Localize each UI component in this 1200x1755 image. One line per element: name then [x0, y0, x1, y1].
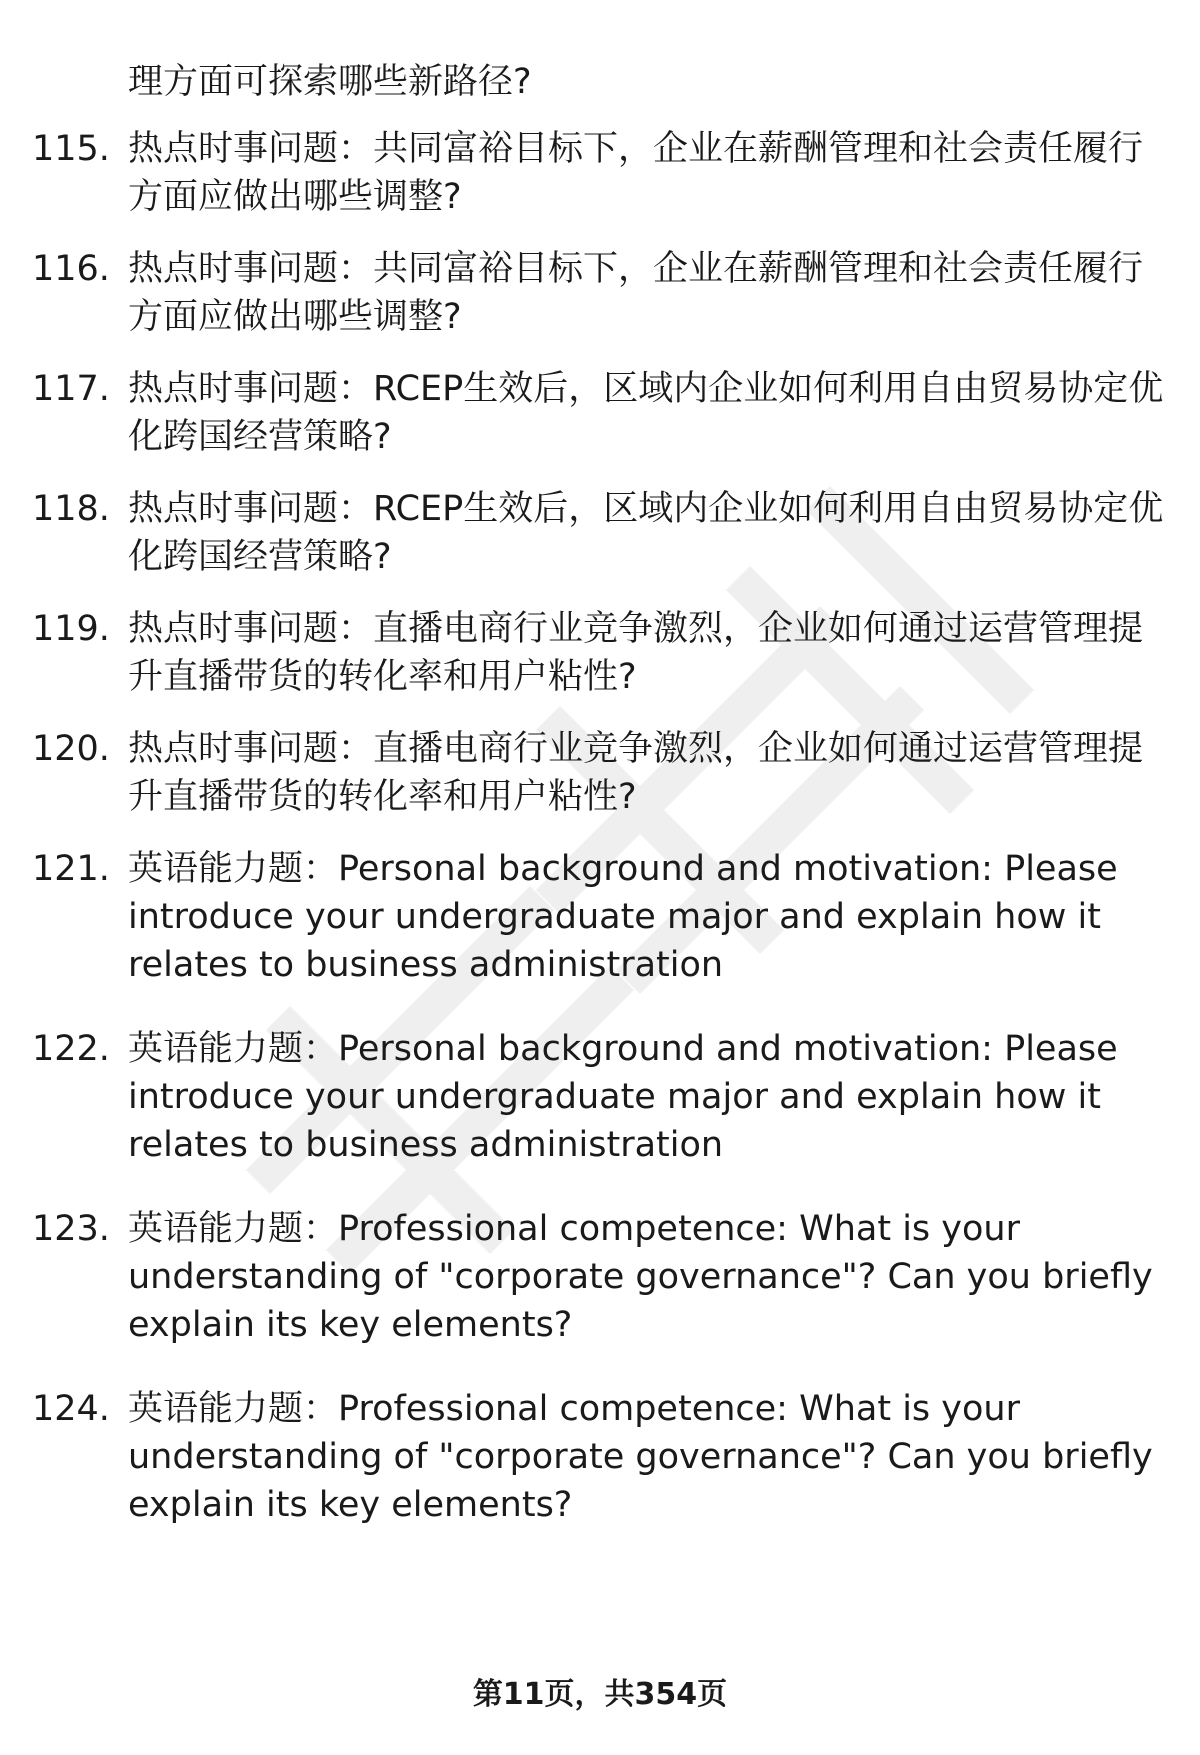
continued-question-text: 理方面可探索哪些新路径? [128, 62, 532, 102]
question-number: 116. [32, 249, 110, 289]
question-number: 121. [32, 849, 110, 889]
question-number: 123. [32, 1209, 110, 1249]
question-text: 英语能力题：Professional competence: What is your understanding of "corporate governance"? Can you briefly explain its key elements? [128, 1389, 1153, 1525]
question-number: 124. [32, 1389, 110, 1429]
question-text: 热点时事问题：共同富裕目标下，企业在薪酬管理和社会责任履行方面应做出哪些调整? [128, 129, 1144, 217]
question-number: 118. [32, 489, 110, 529]
question-number: 119. [32, 609, 110, 649]
question-text: 英语能力题：Professional competence: What is your understanding of "corporate governance"? Can you briefly explain its key elements? [128, 1209, 1153, 1345]
question-text: 热点时事问题：直播电商行业竞争激烈，企业如何通过运营管理提升直播带货的转化率和用户粘性? [128, 729, 1144, 817]
question-text: 热点时事问题：RCEP生效后，区域内企业如何利用自由贸易协定优化跨国经营策略? [128, 489, 1164, 577]
question-number: 115. [32, 129, 110, 169]
page-footer: 第11页，共354页 [472, 1677, 728, 1712]
question-text: 热点时事问题：RCEP生效后，区域内企业如何利用自由贸易协定优化跨国经营策略? [128, 369, 1164, 457]
question-number: 122. [32, 1029, 110, 1069]
question-number: 117. [32, 369, 110, 409]
question-text: 英语能力题：Personal background and motivation: Please introduce your undergraduate major and explain how it relates to business administration [128, 849, 1118, 985]
question-text: 热点时事问题：直播电商行业竞争激烈，企业如何通过运营管理提升直播带货的转化率和用户粘性? [128, 609, 1144, 697]
question-number: 120. [32, 729, 110, 769]
question-text: 英语能力题：Personal background and motivation: Please introduce your undergraduate major and explain how it relates to business administration [128, 1029, 1118, 1165]
question-text: 热点时事问题：共同富裕目标下，企业在薪酬管理和社会责任履行方面应做出哪些调整? [128, 249, 1144, 337]
